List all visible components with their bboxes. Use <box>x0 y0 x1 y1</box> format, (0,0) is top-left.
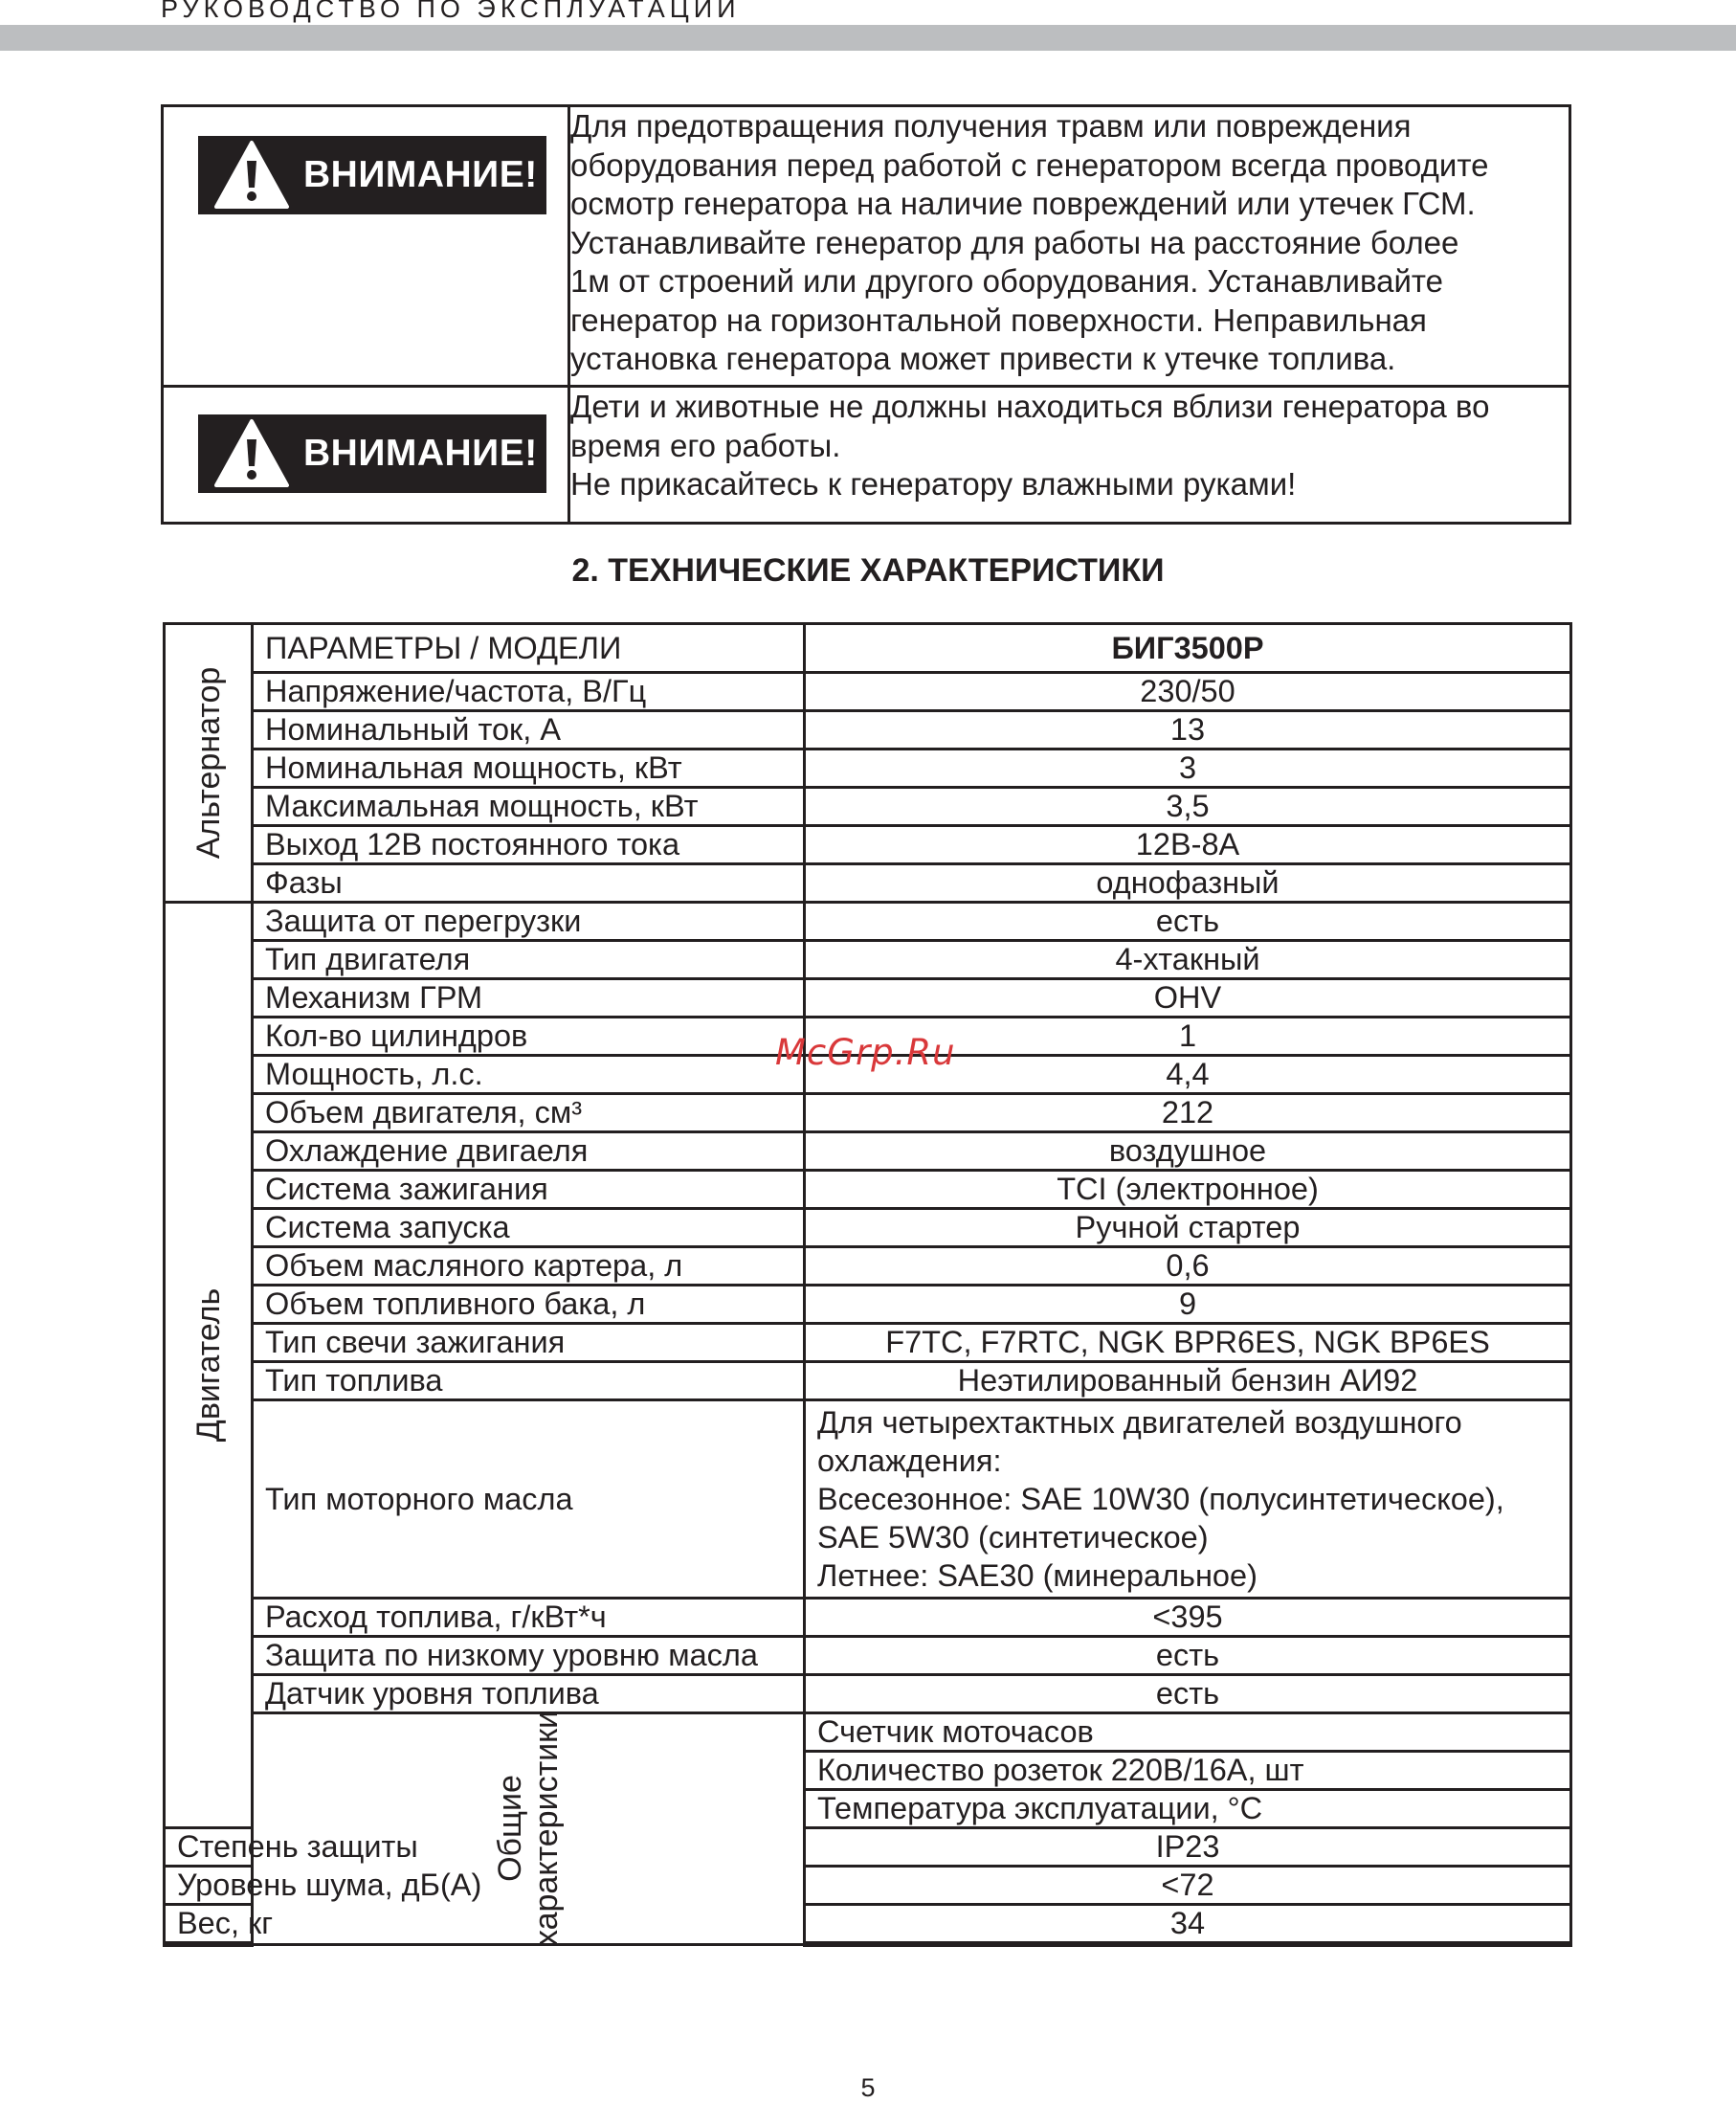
warning-line: оборудования перед работой с генератором всегда проводите <box>570 146 1489 183</box>
group-label-line: характеристики <box>528 1711 565 1947</box>
value-cell: 3,5 <box>805 788 1571 826</box>
group-alternator <box>165 624 253 903</box>
value-cell: есть <box>805 903 1571 941</box>
table-row <box>165 673 1571 711</box>
value-cell: Ручной стартер <box>805 1209 1571 1247</box>
group-label: Альтернатор <box>189 666 227 860</box>
param-cell: Кол-во цилиндров <box>253 1018 805 1056</box>
value-cell: OHV <box>805 979 1571 1018</box>
warning-line: Устанавливайте генератор для работы на расстояние более <box>570 224 1459 260</box>
value-cell: F7TC, F7RTC, NGK BPR6ES, NGK BP6ES <box>805 1324 1571 1362</box>
param-cell: Вес, кг <box>165 1905 253 1945</box>
table-row <box>165 941 1571 979</box>
value-cell: 4-хтакный <box>805 941 1571 979</box>
warning-text <box>569 106 1570 387</box>
param-cell: Номинальный ток, А <box>253 711 805 749</box>
warnings-table <box>161 104 1571 525</box>
table-row <box>165 1247 1571 1286</box>
table-row <box>165 1094 1571 1132</box>
value-cell: 34 <box>805 1905 1571 1945</box>
value-cell: 212 <box>805 1094 1571 1132</box>
oil-line: SAE 5W30 (синтетическое) <box>817 1520 1209 1555</box>
param-cell: Расход топлива, г/кВт*ч <box>253 1599 805 1637</box>
table-row <box>165 711 1571 749</box>
table-row <box>165 1286 1571 1324</box>
warning-line: Дети и животные не должны находиться вблизи генератора во <box>570 389 1490 424</box>
value-cell: <72 <box>805 1867 1571 1905</box>
value-cell: 4,4 <box>805 1056 1571 1094</box>
warning-badge-label: ВНИМАНИЕ! <box>303 433 538 474</box>
oil-line: Всесезонное: SAE 10W30 (полусинтетическое), <box>817 1482 1504 1516</box>
param-cell: Тип топлива <box>253 1362 805 1400</box>
value-cell: воздушное <box>805 1132 1571 1171</box>
value-cell: 9 <box>805 1286 1571 1324</box>
value-cell: есть <box>805 1637 1571 1675</box>
param-cell: Напряжение/частота, В/Гц <box>253 673 805 711</box>
param-cell: Объем двигателя, см³ <box>253 1094 805 1132</box>
warning-badge-cell <box>163 387 569 524</box>
value-cell: 0,6 <box>805 1247 1571 1286</box>
param-cell: Механизм ГРМ <box>253 979 805 1018</box>
value-cell: 1 <box>805 1018 1571 1056</box>
value-cell: 230/50 <box>805 673 1571 711</box>
param-cell: Тип двигателя <box>253 941 805 979</box>
table-row <box>165 826 1571 864</box>
table-row <box>165 1637 1571 1675</box>
page-number: 5 <box>860 2073 876 2102</box>
section-title: 2. ТЕХНИЧЕСКИЕ ХАРАКТЕРИСТИКИ <box>571 552 1165 589</box>
warning-text <box>569 387 1570 524</box>
spec-table <box>163 622 1572 1947</box>
value-cell: Неэтилированный бензин АИ92 <box>805 1362 1571 1400</box>
param-cell: Степень защиты <box>165 1828 253 1867</box>
table-row <box>165 903 1571 941</box>
table-row <box>165 1171 1571 1209</box>
param-cell: Количество розеток 220В/16А, шт <box>805 1752 1571 1790</box>
oil-line: Для четырехтактных двигателей воздушного <box>817 1405 1462 1440</box>
value-cell: 13 <box>805 711 1571 749</box>
table-row <box>165 979 1571 1018</box>
header-model: БИГ3500Р <box>805 624 1571 673</box>
warning-row <box>163 106 1570 387</box>
value-cell: <395 <box>805 1599 1571 1637</box>
group-label-line: Общие <box>492 1775 528 1883</box>
param-cell: Объем топливного бака, л <box>253 1286 805 1324</box>
param-cell: Тип свечи зажигания <box>253 1324 805 1362</box>
group-general <box>253 1713 805 1945</box>
param-cell: Система запуска <box>253 1209 805 1247</box>
warning-line: Не прикасайтесь к генератору влажными руками! <box>570 466 1297 502</box>
value-cell: есть <box>805 1675 1571 1713</box>
table-row <box>165 1400 1571 1599</box>
warning-triangle-icon <box>213 418 290 489</box>
param-cell: Уровень шума, дБ(А) <box>165 1867 253 1905</box>
table-row <box>165 1132 1571 1171</box>
param-cell: Система зажигания <box>253 1171 805 1209</box>
param-cell: Счетчик моточасов <box>805 1713 1571 1752</box>
table-row <box>165 1209 1571 1247</box>
warning-badge-label: ВНИМАНИЕ! <box>303 154 538 195</box>
param-cell: Защита по низкому уровню масла <box>253 1637 805 1675</box>
group-label <box>492 1711 565 1946</box>
param-cell: Тип моторного масла <box>253 1400 805 1599</box>
param-cell: Фазы <box>253 864 805 903</box>
header-bar <box>0 25 1736 51</box>
table-row <box>165 1362 1571 1400</box>
param-cell: Датчик уровня топлива <box>253 1675 805 1713</box>
value-cell: 12В-8А <box>805 826 1571 864</box>
value-cell: 3 <box>805 749 1571 788</box>
param-cell: Выход 12В постоянного тока <box>253 826 805 864</box>
param-cell: Температура эксплуатации, °С <box>805 1790 1571 1828</box>
warning-badge <box>198 136 546 214</box>
table-row <box>165 1713 1571 1752</box>
value-cell: IP23 <box>805 1828 1571 1867</box>
warning-line: время его работы. <box>570 427 841 463</box>
oil-type-cell <box>805 1400 1571 1599</box>
warning-badge-cell <box>163 106 569 387</box>
param-cell: Защита от перегрузки <box>253 903 805 941</box>
oil-line: охлаждения: <box>817 1443 1002 1478</box>
param-cell: Объем масляного картера, л <box>253 1247 805 1286</box>
warning-badge <box>198 414 546 493</box>
oil-line: Летнее: SAE30 (минеральное) <box>817 1558 1257 1593</box>
param-cell: Максимальная мощность, кВт <box>253 788 805 826</box>
table-header-row <box>165 624 1571 673</box>
value-cell: однофазный <box>805 864 1571 903</box>
warning-triangle-icon <box>213 140 290 211</box>
group-label: Двигатель <box>189 1287 227 1443</box>
watermark: McGrp.Ru <box>775 1032 956 1073</box>
warning-line: осмотр генератора на наличие повреждений или утечек ГСМ. <box>570 186 1476 221</box>
param-cell: Охлаждение двигаеля <box>253 1132 805 1171</box>
group-engine <box>165 903 253 1828</box>
header-title: РУКОВОДСТВО ПО ЭКСПЛУАТАЦИИ <box>161 0 741 23</box>
param-cell: Номинальная мощность, кВт <box>253 749 805 788</box>
warning-line: установка генератора может привести к утечке топлива. <box>570 341 1396 376</box>
table-row <box>165 788 1571 826</box>
warning-line: генератор на горизонтальной поверхности. Неправильная <box>570 302 1427 338</box>
warning-line: Для предотвращения получения травм или повреждения <box>570 108 1412 144</box>
param-cell: Мощность, л.с. <box>253 1056 805 1094</box>
table-row <box>165 1675 1571 1713</box>
header-param: ПАРАМЕТРЫ / МОДЕЛИ <box>253 624 805 673</box>
warning-row <box>163 387 1570 524</box>
warning-line: 1м от строений или другого оборудования. Устанавливайте <box>570 263 1443 299</box>
table-row <box>165 1324 1571 1362</box>
table-row <box>165 1599 1571 1637</box>
table-row <box>165 749 1571 788</box>
value-cell: TCI (электронное) <box>805 1171 1571 1209</box>
table-row <box>165 864 1571 903</box>
